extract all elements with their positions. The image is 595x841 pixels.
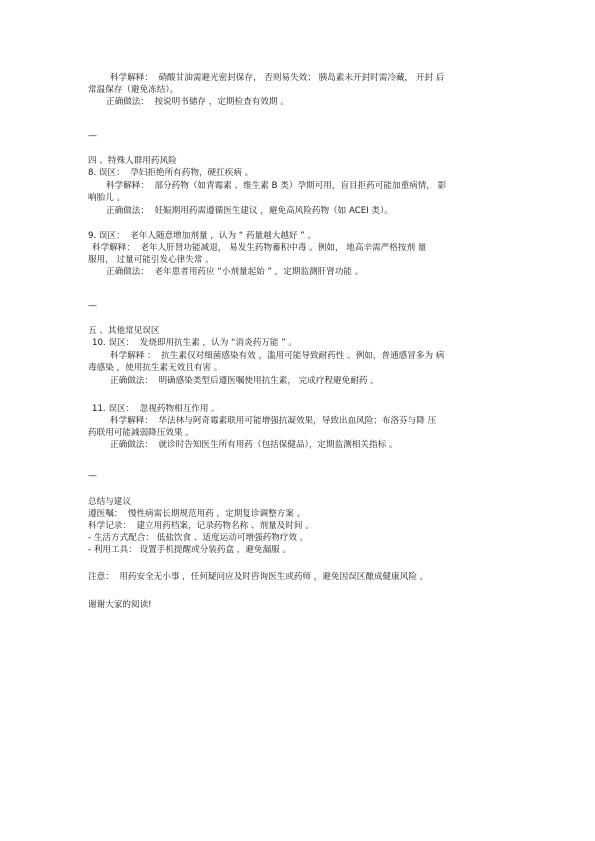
summary-line xyxy=(88,508,305,520)
sci-text-continuation: 药联用可能减弱降压效果 。 xyxy=(88,428,194,438)
misconception-text: 孕妇拒绝所有药物，硬扛疾病 。 xyxy=(130,168,254,178)
correct-text: 老年患者用药应 “小剂量起始 ” ，定期监测肝肾功能 。 xyxy=(154,267,364,277)
correct-practice-line xyxy=(106,266,363,278)
misconception-text: 忽视药物相互作用 。 xyxy=(139,404,220,414)
correct-text: 就诊时告知医生所有用药（包括保健品），定期监测相关指标 。 xyxy=(158,440,398,450)
summary-heading: 总结与建议 xyxy=(88,497,131,507)
misconception-label: 9. 误区： xyxy=(88,231,125,241)
sci-explanation-line xyxy=(110,415,436,427)
misconception-item-10 xyxy=(92,337,297,349)
sci-explanation-line xyxy=(110,72,444,84)
summary-bullet: - 生活方式配合： 低盐饮食 、适度运动可增强药物疗效 。 xyxy=(88,533,309,543)
sci-explanation-line xyxy=(110,350,444,362)
misconception-label: 10. 误区： xyxy=(92,338,135,348)
section-divider: — xyxy=(88,131,97,141)
section-divider: — xyxy=(88,301,97,311)
closing-thanks: 谢谢大家的阅读! xyxy=(88,600,152,610)
summary-line xyxy=(88,520,314,532)
sci-text-continuation: 常温保存（避免冻结）。 xyxy=(88,85,179,95)
summary-label: 遵医嘱： xyxy=(88,509,123,519)
section-heading: 四 、特殊人群用药风险 xyxy=(88,156,177,166)
sci-label: 科学解释： xyxy=(110,73,153,83)
summary-bullet: - 利用工具： 设置手机提醒或分装药盒 ，避免漏服 。 xyxy=(88,545,292,555)
sci-label: 科学解释： xyxy=(110,416,153,426)
correct-text: 按说明书储存 ，定期检查有效期 。 xyxy=(154,97,289,107)
correct-label: 正确做法： xyxy=(106,267,149,277)
summary-text: 建立用药档案，记录药物名称 、剂量及时间 。 xyxy=(136,521,314,531)
misconception-item-8 xyxy=(88,167,253,179)
correct-practice-line xyxy=(106,96,289,108)
section-divider: — xyxy=(88,471,97,481)
correct-label: 正确做法： xyxy=(110,376,153,386)
sci-label: 科学解释： xyxy=(92,243,135,253)
sci-text: 抗生素仅对细菌感染有效 ，滥用可能导致耐药性 。例如，普通感冒多为 病 xyxy=(161,351,445,361)
misconception-label: 8. 误区： xyxy=(88,168,125,178)
sci-text: 华法林与阿奇霉素联用可能增强抗凝效果，导致出血风险；布洛芬与降 压 xyxy=(158,416,437,426)
misconception-text: 老年人随意增加剂量 ，认为 “ 药量越大越好 ” 。 xyxy=(130,231,317,241)
sci-label: 科学解释 ： xyxy=(110,351,156,361)
note-label: 注意： xyxy=(88,572,114,582)
correct-text: 妊娠期用药需遵循医生建议 ，避免高风险药物（如 ACEI 类）。 xyxy=(154,206,393,216)
note-line xyxy=(88,571,428,583)
misconception-label: 11. 误区： xyxy=(92,404,135,414)
sci-text-continuation: 响胎儿 。 xyxy=(88,193,126,203)
misconception-item-9 xyxy=(88,230,316,242)
misconception-item-11 xyxy=(92,403,220,415)
correct-label: 正确做法： xyxy=(106,206,149,216)
correct-practice-line xyxy=(106,205,393,217)
correct-practice-line xyxy=(110,375,379,387)
sci-text-continuation: 毒感染 ，使用抗生素无效且有害 。 xyxy=(88,363,223,373)
sci-text: 部分药物（如青霉素 、维生素 B 类）孕期可用，盲目拒药可能加重病情， 影 xyxy=(154,181,447,191)
correct-label: 正确做法： xyxy=(110,440,153,450)
sci-explanation-line xyxy=(92,242,426,254)
summary-label: 科学记录： xyxy=(88,521,131,531)
sci-text: 硝酸甘油需避光密封保存， 否则易失效； 胰岛素未开封时需冷藏， 开封 后 xyxy=(158,73,445,83)
sci-label: 科学解释： xyxy=(106,181,149,191)
misconception-text: 发烧即用抗生素 ，认为 “消炎药万能 ” 。 xyxy=(139,338,297,348)
sci-explanation-line xyxy=(106,180,446,192)
summary-text: 慢性病需长期规范用药 ，定期复诊调整方案 。 xyxy=(127,509,306,519)
sci-text: 老年人肝肾功能减退， 易发生药物蓄积中毒 。例如， 地高辛需严格按剂 量 xyxy=(140,243,427,253)
section-heading: 五 、其他常见误区 xyxy=(88,326,160,336)
correct-text: 明确感染类型后遵医嘱使用抗生素， 完成疗程避免耐药 。 xyxy=(158,376,379,386)
correct-practice-line xyxy=(110,439,398,451)
correct-label: 正确做法： xyxy=(106,97,149,107)
sci-text-continuation: 服用， 过量可能引发心律失常 。 xyxy=(88,255,214,265)
note-text: 用药安全无小事 ，任何疑问应及时咨询医生或药师 ，避免因误区酿成健康风险 。 xyxy=(119,572,429,582)
